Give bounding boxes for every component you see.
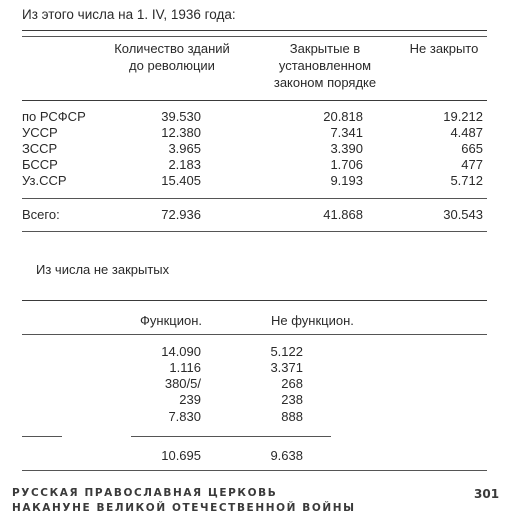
table-row-closed: 1.706 xyxy=(330,157,363,172)
table1-total-label: Всего: xyxy=(22,207,60,222)
table2-total-functioning: 10.695 xyxy=(161,448,201,463)
table-row-not-functioning: 268 xyxy=(281,376,303,391)
table2-total-rule-left xyxy=(22,436,62,437)
table-row-buildings: 39.530 xyxy=(161,109,201,124)
intro-text: Из этого числа на 1. IV, 1936 года: xyxy=(22,7,236,22)
table-row-region: Уз.ССР xyxy=(22,173,67,188)
table-row-closed: 3.390 xyxy=(330,141,363,156)
table1-top-rule-2 xyxy=(22,36,487,37)
table1-header-rule xyxy=(22,100,487,101)
table-row-open: 5.712 xyxy=(450,173,483,188)
table2-header-functioning: Функцион. xyxy=(140,313,202,328)
table2-total-not-functioning: 9.638 xyxy=(270,448,303,463)
table-row-open: 477 xyxy=(461,157,483,172)
page-number: 301 xyxy=(474,487,500,501)
table-row-region: ЗССР xyxy=(22,141,58,156)
table-row-region: по РСФСР xyxy=(22,109,86,124)
table-row-not-functioning: 888 xyxy=(281,409,303,424)
table1-total-rule xyxy=(22,198,487,199)
table-row-open: 4.487 xyxy=(450,125,483,140)
table2-total-rule xyxy=(131,436,331,437)
table-row-functioning: 14.090 xyxy=(161,344,201,359)
table-row-not-functioning: 5.122 xyxy=(270,344,303,359)
table2-bottom-rule xyxy=(22,470,487,471)
table-row-buildings: 2.183 xyxy=(168,157,201,172)
table-row-buildings: 3.965 xyxy=(168,141,201,156)
table-row-buildings: 15.405 xyxy=(161,173,201,188)
table1-total-open: 30.543 xyxy=(443,207,483,222)
table-row-not-functioning: 238 xyxy=(281,392,303,407)
subheading: Из числа не закрытых xyxy=(36,262,170,277)
table-row-not-functioning: 3.371 xyxy=(270,360,303,375)
table1-header-buildings: Количество зданий до революции xyxy=(114,41,230,73)
table-row-buildings: 12.380 xyxy=(161,125,201,140)
table-row-open: 665 xyxy=(461,141,483,156)
table1-header-open: Не закрыто xyxy=(409,41,479,56)
table-row-functioning: 239 xyxy=(179,392,201,407)
table-row-functioning: 380/5/ xyxy=(164,376,201,391)
table1-bottom-rule xyxy=(22,231,487,232)
table1-header-closed: Закрытые в установленном законом порядке xyxy=(273,41,377,90)
table2-header-not-functioning: Не функцион. xyxy=(271,313,354,328)
table-row-region: УССР xyxy=(22,125,58,140)
table-row-region: БССР xyxy=(22,157,58,172)
table1-total-closed: 41.868 xyxy=(323,207,363,222)
table1-total-buildings: 72.936 xyxy=(161,207,201,222)
table-row-functioning: 7.830 xyxy=(168,409,201,424)
table2-top-rule xyxy=(22,300,487,301)
running-title-line2: НАКАНУНЕ ВЕЛИКОЙ ОТЕЧЕСТВЕННОЙ ВОЙНЫ xyxy=(12,502,356,514)
table-row-closed: 9.193 xyxy=(330,173,363,188)
table-row-closed: 7.341 xyxy=(330,125,363,140)
table2-header-rule xyxy=(22,334,487,335)
table-row-closed: 20.818 xyxy=(323,109,363,124)
running-title-line1: РУССКАЯ ПРАВОСЛАВНАЯ ЦЕРКОВЬ xyxy=(12,487,278,499)
table1-top-rule xyxy=(22,30,487,31)
table-row-open: 19.212 xyxy=(443,109,483,124)
table-row-functioning: 1.116 xyxy=(169,360,201,375)
